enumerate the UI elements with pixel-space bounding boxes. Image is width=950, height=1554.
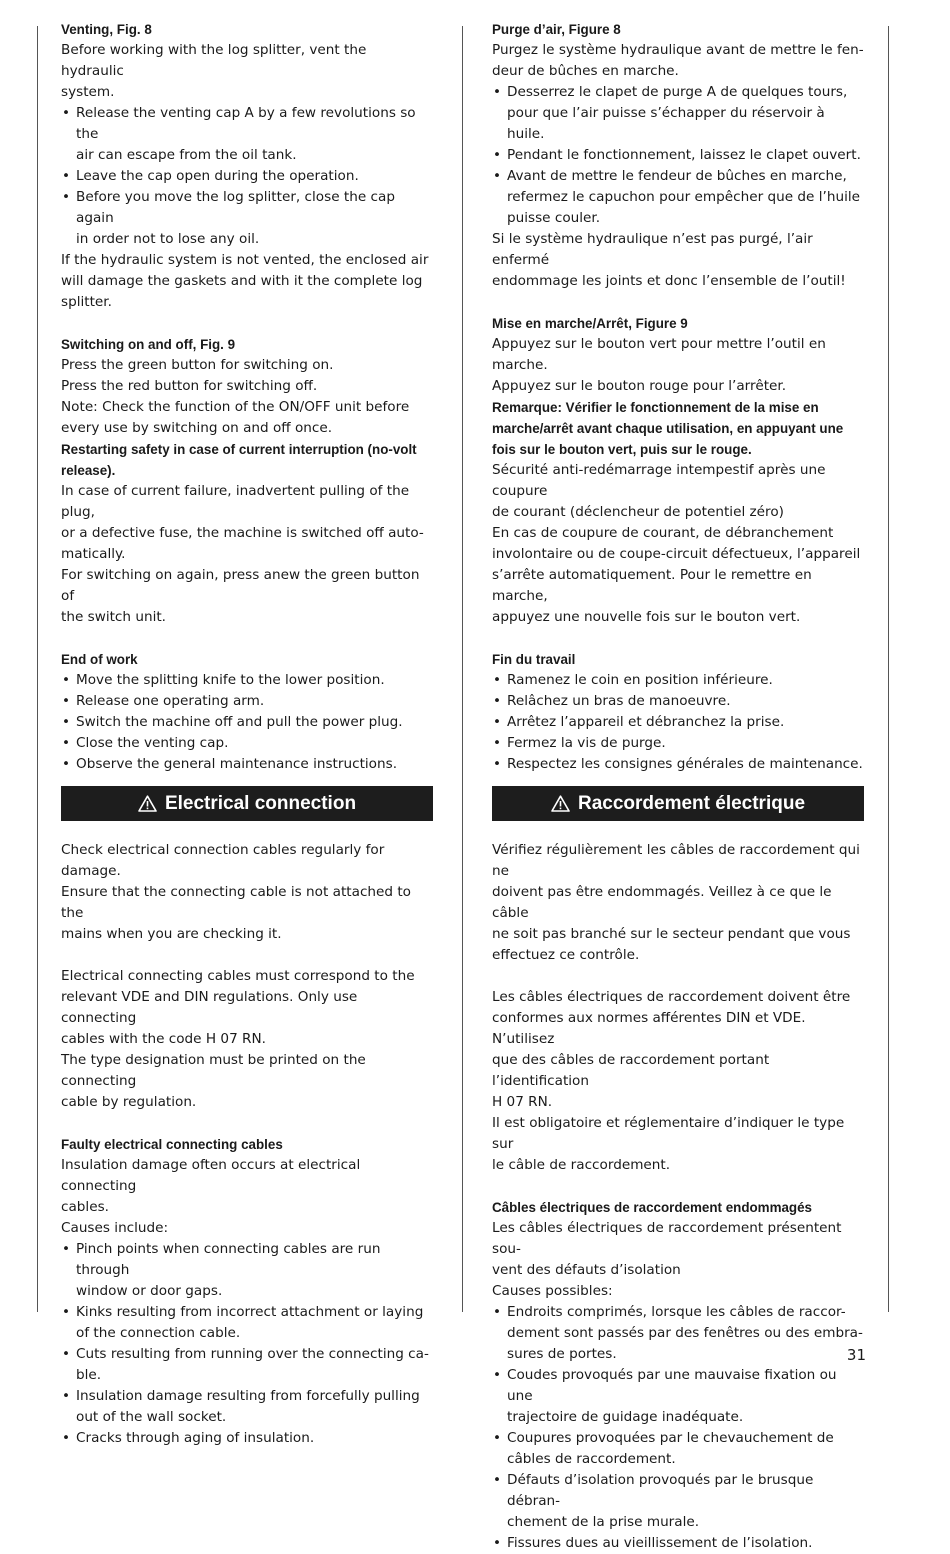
bold-notice: Remarque: Vérifier le fonctionnement de la mise en [492, 400, 819, 415]
body-text: Causes include: [61, 1220, 169, 1236]
warning-triangle-icon [551, 795, 570, 812]
list-item-line: • Arrêtez l’appareil et débranchez la prise. [507, 714, 785, 730]
list-item-line: câbles de raccordement. [507, 1451, 676, 1467]
body-text: matically. [61, 546, 126, 562]
body-text: appuyez une nouvelle fois sur le bouton vert. [492, 609, 801, 625]
list-item-line: • Fissures dues au vieillissement de l’isolation. [507, 1535, 813, 1551]
list-item [492, 166, 864, 229]
bullet-list [492, 82, 864, 229]
paragraph-gap [61, 313, 433, 334]
left-margin-rule [37, 26, 38, 1312]
list-item [61, 166, 433, 187]
body-text: every use by switching on and off once. [61, 420, 333, 436]
body-text: For switching on again, press anew the green button of [61, 567, 420, 604]
list-item-line: out of the wall socket. [76, 1409, 227, 1425]
list-item-line: • Leave the cap open during the operation. [76, 168, 359, 184]
body-text: deur de bûches en marche. [492, 63, 679, 79]
bold-notice: marche/arrêt avant chaque utilisation, en appuyant une [492, 421, 844, 436]
french-column [492, 19, 864, 1554]
body-text: Causes possibles: [492, 1283, 613, 1299]
list-item-line: • Release the venting cap A by a few revolutions so the [76, 105, 416, 142]
body-text: cable by regulation. [61, 1094, 197, 1110]
body-text: Appuyez sur le bouton vert pour mettre l’outil en marche. [492, 336, 826, 373]
bullet-list [61, 1239, 433, 1449]
section-heading: Fin du travail [492, 652, 576, 667]
list-item-line: • Observe the general maintenance instructions. [76, 756, 398, 772]
list-item-line: • Desserrez le clapet de purge A de quelques tours, [507, 84, 848, 100]
section-heading: Venting, Fig. 8 [61, 22, 152, 37]
paragraph-gap [61, 945, 433, 966]
list-item [61, 1239, 433, 1302]
body-text: Electrical connecting cables must correspond to the [61, 968, 415, 984]
list-item-line: • Coupures provoquées par le chevauchement de [507, 1430, 834, 1446]
body-text: Si le système hydraulique n’est pas purgé, l’air enfermé [492, 231, 813, 268]
list-item [61, 754, 433, 775]
body-text: Purgez le système hydraulique avant de mettre le fen- [492, 42, 864, 58]
body-text: Les câbles électriques de raccordement présentent sou- [492, 1220, 842, 1257]
body-text: Sécurité anti-redémarrage intempestif après une coupure [492, 462, 826, 499]
list-item [492, 1365, 864, 1428]
body-text: the switch unit. [61, 609, 167, 625]
section-heading: Purge d’air, Figure 8 [492, 22, 621, 37]
list-item [492, 691, 864, 712]
list-item-line: • Défauts d’isolation provoqués par le brusque débran- [507, 1472, 814, 1509]
list-item [61, 1344, 433, 1386]
body-text: endommage les joints et donc l’ensemble de l’outil! [492, 273, 846, 289]
body-text: que des câbles de raccordement portant l’identification [492, 1052, 770, 1089]
list-item-line: • Kinks resulting from incorrect attachment or laying [76, 1304, 424, 1320]
list-item-line: • Fermez la vis de purge. [507, 735, 666, 751]
list-item [492, 712, 864, 733]
body-text: will damage the gaskets and with it the complete log [61, 273, 423, 289]
list-item-line: • Avant de mettre le fendeur de bûches en marche, [507, 168, 847, 184]
list-item-line: • Insulation damage resulting from forcefully pulling [76, 1388, 420, 1404]
warning-triangle-icon [138, 795, 157, 812]
list-item [492, 754, 864, 775]
bold-notice: release). [61, 463, 116, 478]
list-item-line: • Before you move the log splitter, close the cap again [76, 189, 395, 226]
body-text: s’arrête automatiquement. Pour le remettre en marche, [492, 567, 812, 604]
body-text: Note: Check the function of the ON/OFF unit before [61, 399, 410, 415]
body-text: Il est obligatoire et réglementaire d’indiquer le type sur [492, 1115, 845, 1152]
section-heading: Switching on and off, Fig. 9 [61, 337, 236, 352]
page-number: 31 [846, 1346, 866, 1364]
body-text: Insulation damage often occurs at electrical connecting [61, 1157, 361, 1194]
list-item-line: ble. [76, 1367, 102, 1383]
body-text: Press the red button for switching off. [61, 378, 318, 394]
list-item-line: • Respectez les consignes générales de maintenance. [507, 756, 863, 772]
body-text: In case of current failure, inadvertent pulling of the plug, [61, 483, 410, 520]
body-text: le câble de raccordement. [492, 1157, 671, 1173]
body-text: ne soit pas branché sur le secteur pendant que vous [492, 926, 851, 942]
english-column [61, 19, 433, 1449]
list-item-line: dement sont passés par des fenêtres ou des embra- [507, 1325, 863, 1341]
list-item-line: • Pinch points when connecting cables are run through [76, 1241, 381, 1278]
body-text: H 07 RN. [492, 1094, 553, 1110]
bullet-list [492, 670, 864, 775]
list-item [492, 1533, 864, 1554]
body-text: Vérifiez régulièrement les câbles de raccordement qui ne [492, 842, 860, 879]
list-item-line: • Endroits comprimés, lorsque les câbles de raccor- [507, 1304, 846, 1320]
body-text: involontaire ou de coupe-circuit défectueux, l’appareil [492, 546, 861, 562]
list-item-line: refermez le capuchon pour empêcher que de l’huile [507, 189, 860, 205]
section-banner [61, 786, 433, 821]
list-item-line: chement de la prise murale. [507, 1514, 700, 1530]
list-item [61, 103, 433, 166]
right-margin-rule [888, 26, 889, 1312]
list-item [61, 1428, 433, 1449]
center-column-rule [462, 26, 463, 1312]
list-item [492, 1302, 864, 1365]
list-item [492, 82, 864, 145]
list-item-line: • Cracks through aging of insulation. [76, 1430, 315, 1446]
body-text: Ensure that the connecting cable is not attached to the [61, 884, 411, 921]
list-item-line: window or door gaps. [76, 1283, 223, 1299]
body-text: vent des défauts d’isolation [492, 1262, 681, 1278]
body-text: cables. [61, 1199, 109, 1215]
body-text: Press the green button for switching on. [61, 357, 334, 373]
paragraph-gap [492, 1176, 864, 1197]
list-item [492, 670, 864, 691]
body-text: En cas de coupure de courant, de débranchement [492, 525, 834, 541]
list-item [61, 712, 433, 733]
bullet-list [492, 1302, 864, 1554]
section-heading: Câbles électriques de raccordement endommagés [492, 1200, 813, 1215]
list-item [61, 670, 433, 691]
bullet-list [61, 670, 433, 775]
list-item-line: • Close the venting cap. [76, 735, 229, 751]
list-item-line: • Switch the machine off and pull the power plug. [76, 714, 403, 730]
section-banner-title: Electrical connection [164, 793, 357, 814]
list-item [61, 1302, 433, 1344]
list-item-line: puisse couler. [507, 210, 601, 226]
bullet-list [61, 103, 433, 250]
section-heading: Mise en marche/Arrêt, Figure 9 [492, 316, 688, 331]
body-text: Check electrical connection cables regularly for damage. [61, 842, 385, 879]
list-item [61, 733, 433, 754]
body-text: effectuez ce contrôle. [492, 947, 640, 963]
list-item-line: • Cuts resulting from running over the connecting ca- [76, 1346, 429, 1362]
list-item [492, 733, 864, 754]
body-text: doivent pas être endommagés. Veillez à ce que le câble [492, 884, 832, 921]
list-item [61, 691, 433, 712]
body-text: Before working with the log splitter, vent the hydraulic [61, 42, 367, 79]
list-item-line: of the connection cable. [76, 1325, 241, 1341]
paragraph-gap [61, 1113, 433, 1134]
body-text: splitter. [61, 294, 112, 310]
paragraph-gap [61, 628, 433, 649]
bold-notice: Restarting safety in case of current interruption (no-volt [61, 442, 417, 457]
paragraph-gap [492, 966, 864, 987]
list-item-line: • Pendant le fonctionnement, laissez le clapet ouvert. [507, 147, 861, 163]
body-text: system. [61, 84, 115, 100]
body-text: Appuyez sur le bouton rouge pour l’arrêter. [492, 378, 787, 394]
list-item [492, 1470, 864, 1533]
list-item [61, 1386, 433, 1428]
body-text: relevant VDE and DIN regulations. Only use connecting [61, 989, 358, 1026]
body-text: or a defective fuse, the machine is switched off auto- [61, 525, 424, 541]
paragraph-gap [492, 292, 864, 313]
section-banner [492, 786, 864, 821]
body-text: If the hydraulic system is not vented, the enclosed air [61, 252, 429, 268]
body-text: mains when you are checking it. [61, 926, 282, 942]
section-heading: End of work [61, 652, 138, 667]
body-text: de courant (déclencheur de potentiel zéro) [492, 504, 784, 520]
section-heading: Faulty electrical connecting cables [61, 1137, 283, 1152]
list-item [61, 187, 433, 250]
bold-notice: fois sur le bouton vert, puis sur le rouge. [492, 442, 752, 457]
list-item [492, 1428, 864, 1470]
list-item-line: • Move the splitting knife to the lower position. [76, 672, 385, 688]
list-item-line: • Release one operating arm. [76, 693, 265, 709]
list-item-line: in order not to lose any oil. [76, 231, 260, 247]
body-text: Les câbles électriques de raccordement doivent être [492, 989, 851, 1005]
list-item-line: pour que l’air puisse s’échapper du réservoir à huile. [507, 105, 825, 142]
list-item-line: • Relâchez un bras de manoeuvre. [507, 693, 731, 709]
list-item-line: air can escape from the oil tank. [76, 147, 297, 163]
body-text: The type designation must be printed on the connecting [61, 1052, 366, 1089]
body-text: conformes aux normes afférentes DIN et VDE. N’utilisez [492, 1010, 806, 1047]
list-item-line: • Ramenez le coin en position inférieure. [507, 672, 773, 688]
list-item [492, 145, 864, 166]
paragraph-gap [492, 628, 864, 649]
list-item-line: sures de portes. [507, 1346, 617, 1362]
section-banner-title: Raccordement électrique [577, 793, 806, 814]
list-item-line: • Coudes provoqués par une mauvaise fixation ou une [507, 1367, 837, 1404]
body-text: cables with the code H 07 RN. [61, 1031, 266, 1047]
list-item-line: trajectoire de guidage inadéquate. [507, 1409, 744, 1425]
